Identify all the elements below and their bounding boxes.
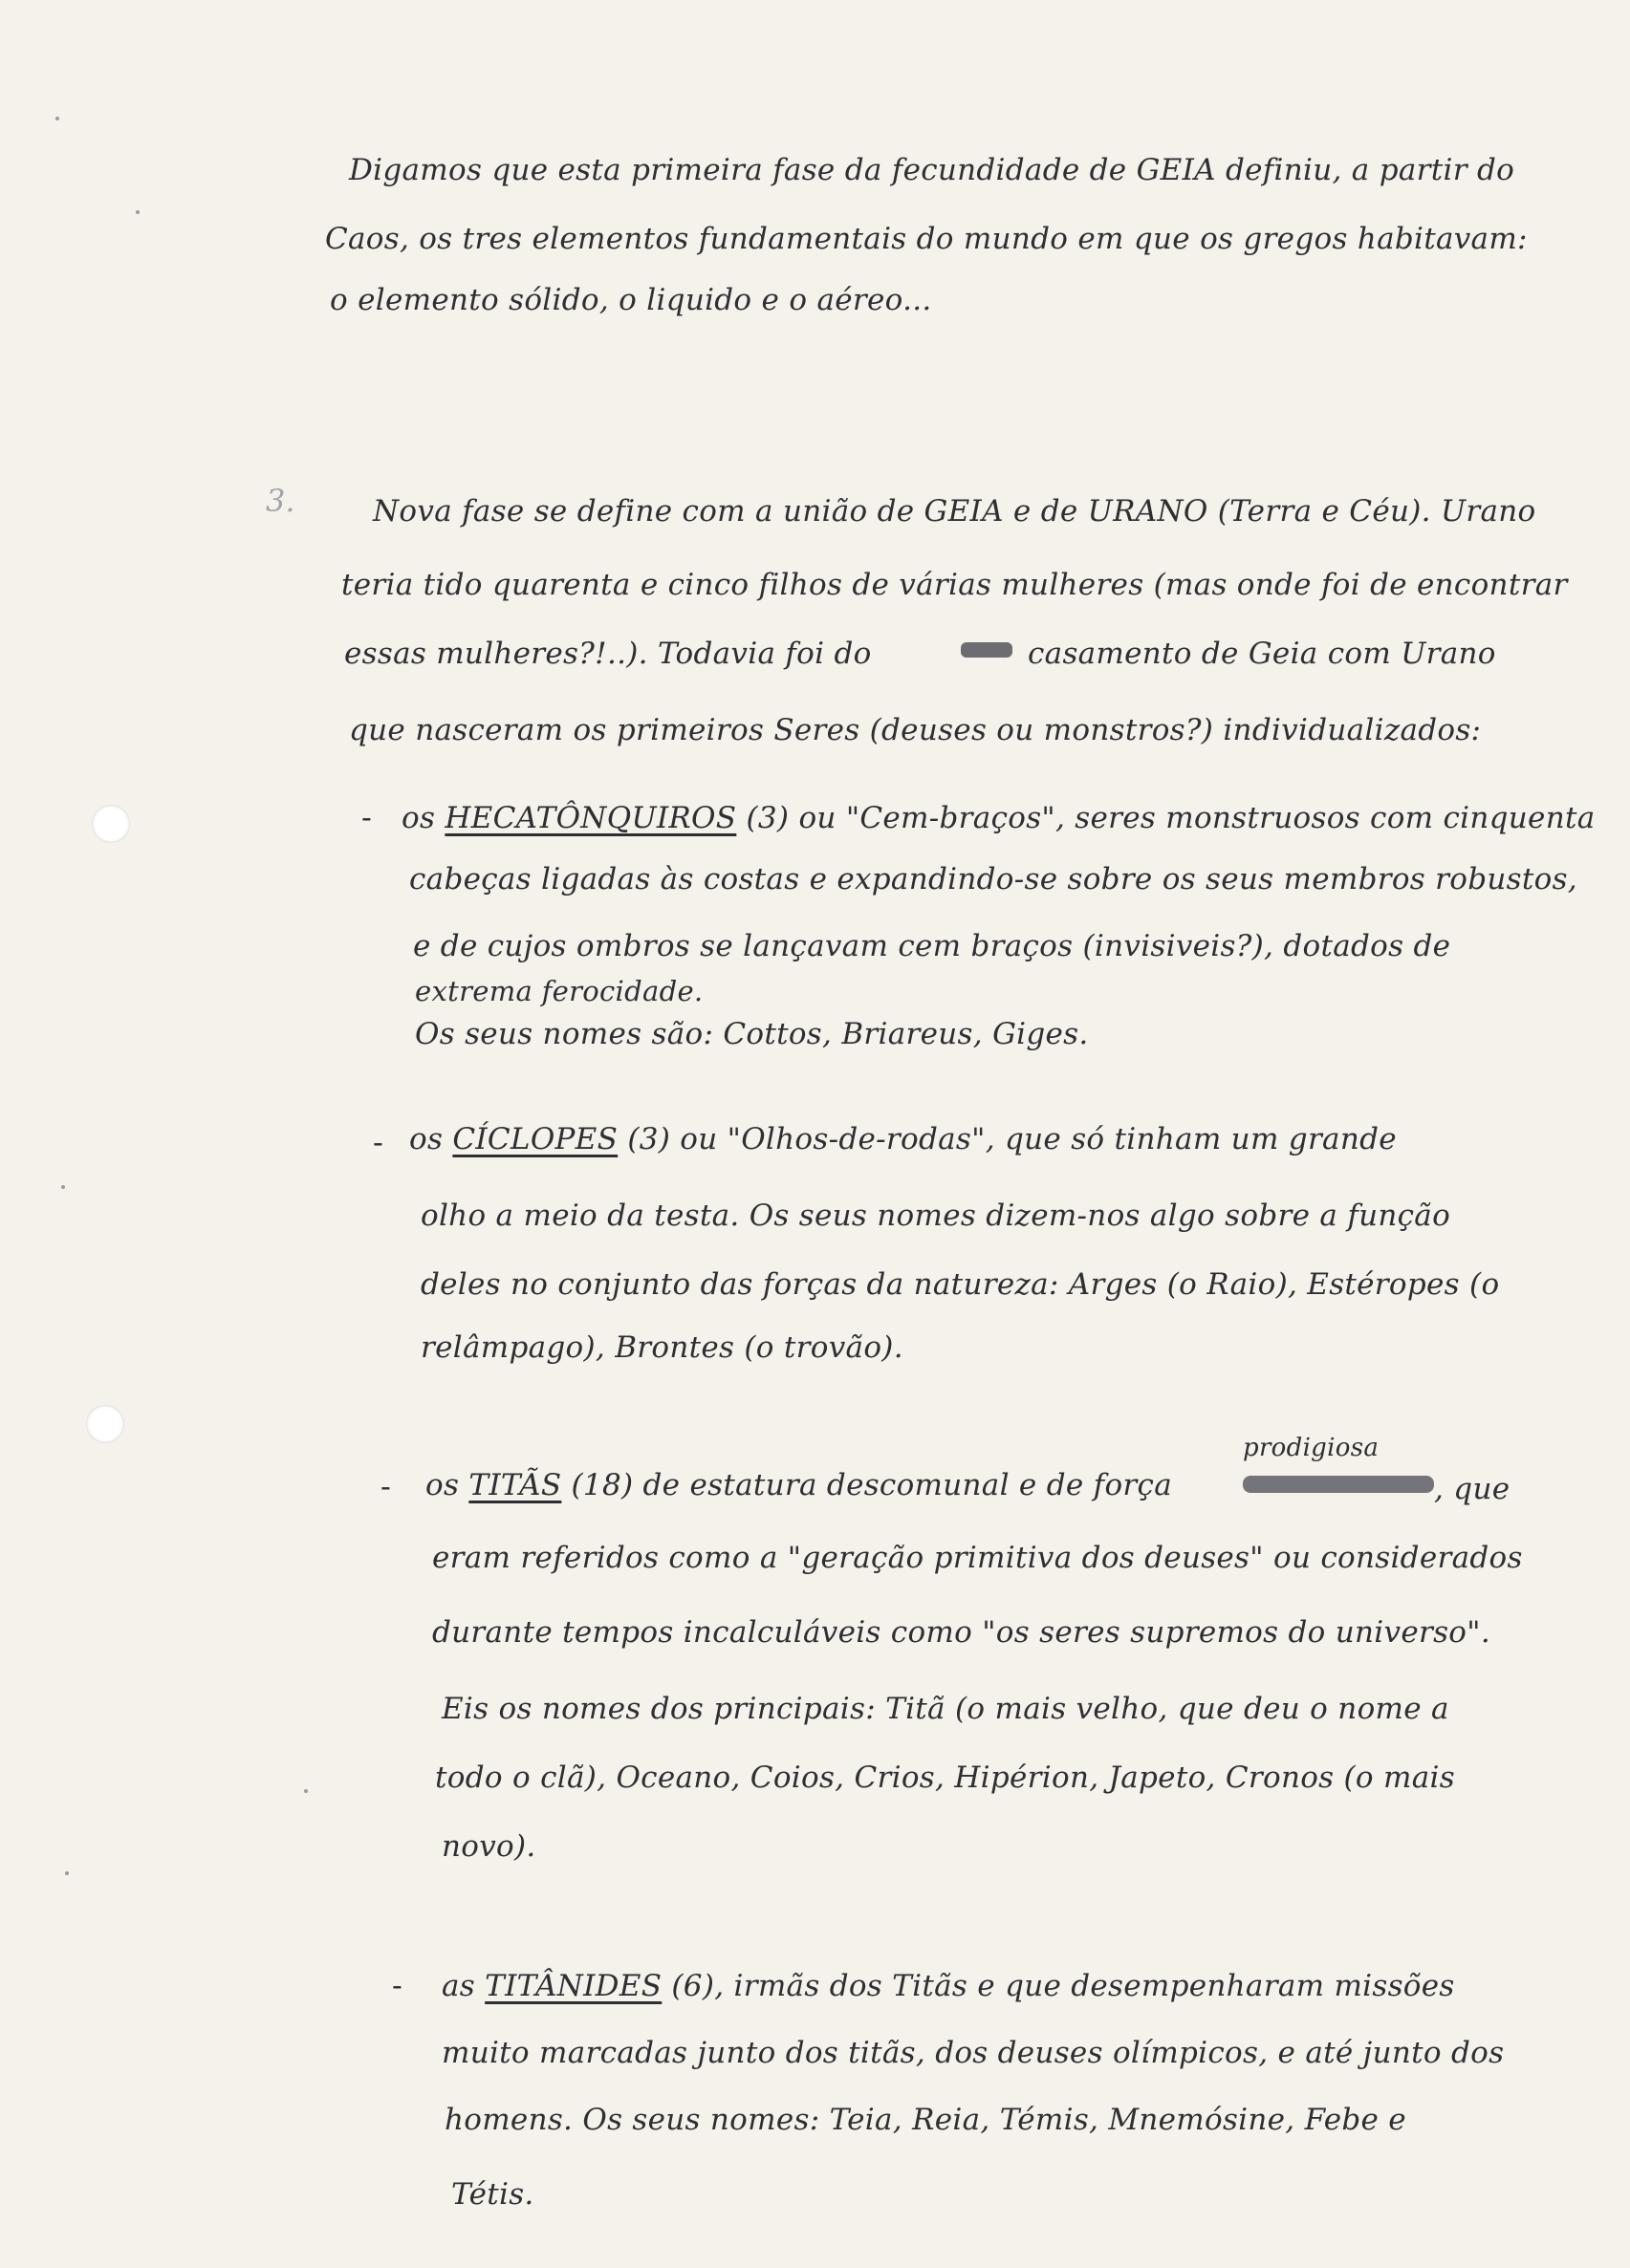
titas-line-2: eram referidos como a "geração primitiva dos deuses" ou considerados (432, 1541, 1523, 1575)
titas-line-1 (425, 1468, 1172, 1502)
punch-hole-top (92, 805, 130, 843)
hecatonquiros-line-2: cabeças ligadas às costas e expandindo-se sobre os seus membros robustos, (409, 862, 1577, 896)
prodigiosa-insertion: prodigiosa (1243, 1434, 1380, 1462)
punch-hole-bottom (86, 1405, 124, 1443)
titanides-pre: as (442, 1969, 475, 2003)
titanides-rest: (6), irmãs dos Titãs e que desempenharam missões (671, 1969, 1455, 2003)
intro-line-1: Digamos que esta primeira fase da fecundidade de GEIA definiu, a partir do (349, 153, 1515, 187)
ciclopes-rest: (3) ou "Olhos-de-rodas", que só tinham um grande (627, 1122, 1397, 1156)
titanides-line-1 (442, 1969, 1455, 2003)
ciclopes-line-1 (409, 1122, 1397, 1156)
titas-line-5: todo o clã), Oceano, Coios, Crios, Hipérion, Japeto, Cronos (o mais (435, 1760, 1455, 1795)
intro-line-2: Caos, os tres elementos fundamentais do mundo em que os gregos habitavam: (325, 222, 1528, 256)
ciclopes-line-3: deles no conjunto das forças da natureza: Arges (o Raio), Estéropes (o (421, 1267, 1500, 1302)
ciclopes-pre: os (409, 1122, 444, 1156)
section-number: 3. (266, 483, 295, 519)
bullet-dash: - (380, 1468, 391, 1504)
bullet-dash: - (373, 1124, 383, 1160)
titas-line-4: Eis os nomes dos principais: Titã (o mais velho, que deu o nome a (442, 1692, 1449, 1726)
titas-pre: os (425, 1468, 460, 1502)
hecatonquiros-line-1 (402, 801, 1596, 835)
ciclopes-line-4: relâmpago), Brontes (o trovão). (421, 1330, 903, 1365)
hecatonquiros-line-4: extrema ferocidade. (415, 975, 704, 1007)
titanides-line-3: homens. Os seus nomes: Teia, Reia, Témis, Mnemósine, Febe e (445, 2103, 1406, 2137)
bullet-dash: - (392, 1967, 402, 2003)
bullet-dash: - (361, 799, 372, 835)
titas-line-6: novo). (442, 1829, 536, 1864)
titanides-name: TITÂNIDES (485, 1969, 663, 2003)
speck (136, 210, 140, 214)
titanides-line-4: Tétis. (451, 2177, 534, 2212)
hecatonquiros-name: HECATÔNQUIROS (445, 801, 737, 835)
titas-tail: , que (1434, 1472, 1510, 1506)
section3-line-2: teria tido quarenta e cinco filhos de várias mulheres (mas onde foi de encontrar (341, 568, 1568, 602)
speck (65, 1871, 69, 1875)
ciclopes-name: CÍCLOPES (452, 1122, 619, 1156)
hecatonquiros-line-5: Os seus nomes são: Cottos, Briareus, Giges. (415, 1017, 1089, 1051)
section3-line-1: Nova fase se define com a união de GEIA e de URANO (Terra e Céu). Urano (373, 494, 1536, 529)
speck (55, 117, 59, 120)
ciclopes-line-2: olho a meio da testa. Os seus nomes dizem-nos algo sobre a função (421, 1199, 1451, 1233)
speck (61, 1185, 65, 1189)
section3-line-3b: casamento de Geia com Urano (1028, 637, 1496, 671)
titas-line-3: durante tempos incalculáveis como "os seres supremos do universo". (432, 1615, 1490, 1650)
crossed-out-word (1243, 1476, 1434, 1493)
titanides-line-2: muito marcadas junto dos titãs, dos deuses olímpicos, e até junto dos (442, 2036, 1505, 2070)
intro-line-3: o elemento sólido, o liquido e o aéreo... (330, 283, 932, 317)
section3-line-4: que nasceram os primeiros Seres (deuses ou monstros?) individualizados: (349, 713, 1482, 747)
section3-line-3a: essas mulheres?!..). Todavia foi do (344, 637, 872, 671)
hecatonquiros-pre: os (402, 801, 436, 835)
titas-name: TITÃS (468, 1468, 562, 1502)
speck (304, 1789, 308, 1793)
struck-out-word (961, 642, 1012, 658)
hecatonquiros-line-3: e de cujos ombros se lançavam cem braços (invisiveis?), dotados de (413, 929, 1451, 963)
titas-rest: (18) de estatura descomunal e de força (571, 1468, 1172, 1502)
hecatonquiros-rest: (3) ou "Cem-braços", seres monstruosos com cinquenta (746, 801, 1596, 835)
